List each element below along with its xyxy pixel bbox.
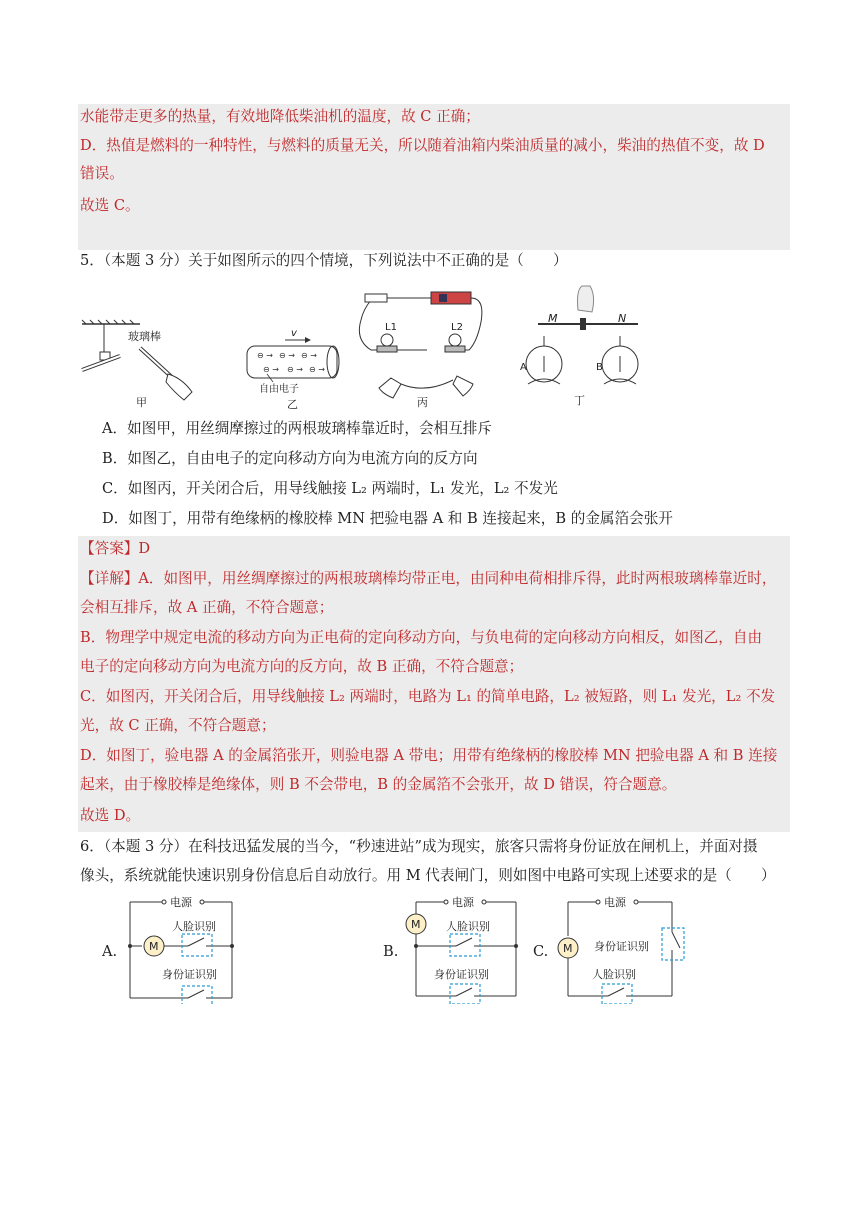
question-6-stem: 像头，系统就能快速识别身份信息后自动放行。用 M 代表闸门，则如图中电路可实现上述要求的是（ ） (80, 867, 776, 884)
answer-value: D (138, 540, 151, 557)
svg-text:身份证识别: 身份证识别 (434, 968, 489, 981)
detail-line: C．如图丙，开关闭合后，用导线触接 L₂ 两端时，电路为 L₁ 的简单电路，L₂ 被短路，则 L₁ 发光，L₂ 不发 (80, 688, 776, 705)
figure-bing (347, 286, 497, 410)
svg-text:M: M (149, 940, 159, 953)
svg-text:⊖ →: ⊖ → (257, 351, 273, 360)
option-B: B．如图乙，自由电子的定向移动方向为电流方向的反方向 (102, 450, 478, 467)
detail-line: 会相互排斥，故 A 正确，不符合题意； (80, 599, 334, 616)
svg-text:人脸识别: 人脸识别 (446, 920, 490, 933)
circuit-A (126, 892, 238, 1004)
label-M: M (548, 312, 558, 325)
svg-text:电源: 电源 (170, 896, 192, 909)
label-A: A (520, 362, 527, 373)
svg-text:身份证识别: 身份证识别 (162, 968, 217, 981)
detail-tag: 【详解】 (80, 570, 139, 587)
label-B: B (596, 362, 603, 373)
question-6-stem: 6．（本题 3 分）在科技迅猛发展的当今，“秒速进站”成为现实，旅客只需将身份证放在闸机上，并面对摄 (80, 838, 758, 855)
svg-text:⊖ →: ⊖ → (287, 365, 303, 374)
svg-text:电源: 电源 (452, 896, 474, 909)
detail-line: B．物理学中规定电流的移动方向为正电荷的定向移动方向，与负电荷的定向移动方向相反，如图乙，自由 (80, 629, 763, 646)
detail-line: 故选 D。 (80, 807, 141, 824)
svg-text:⊖ →: ⊖ → (309, 365, 325, 374)
svg-text:⊖ →: ⊖ → (301, 351, 317, 360)
svg-text:电源: 电源 (604, 896, 626, 909)
circuit-B (404, 892, 520, 1004)
label-glass-rod: 玻璃棒 (128, 330, 161, 343)
detail-line: 【详解】A．如图甲，用丝绸摩擦过的两根玻璃棒均带正电，由同种电荷相排斥得，此时两根玻璃棒靠近时， (80, 570, 777, 587)
label-free-electron: 自由电子 (259, 384, 299, 395)
svg-text:身份证识别: 身份证识别 (594, 940, 649, 953)
label-bing: 丙 (417, 396, 428, 409)
detail-line: 光，故 C 正确，不符合题意； (80, 717, 276, 734)
label-jia: 甲 (136, 396, 147, 408)
circuit-option-A: A. (102, 943, 118, 960)
svg-text:M: M (563, 942, 573, 955)
label-ding: 丁 (574, 394, 585, 407)
answer-line (80, 539, 150, 559)
answer-tag: 【答案】 (80, 540, 139, 557)
figure-jia (80, 318, 195, 408)
figure-ding (518, 280, 648, 410)
answer-line: 错误。 (80, 165, 124, 182)
option-A: A．如图甲，用丝绸摩擦过的两根玻璃棒靠近时，会相互排斥 (102, 420, 492, 437)
question-5-stem: 5．（本题 3 分）关于如图所示的四个情境，下列说法中不正确的是（ ） (80, 252, 568, 269)
detail-line: 起来，由于橡胶棒是绝缘体，则 B 不会带电，B 的金属箔不会张开，故 D 错误，符合题意。 (80, 776, 677, 793)
label-L1: L1 (385, 322, 397, 333)
svg-text:⊖ →: ⊖ → (279, 351, 295, 360)
answer-line: D．热值是燃料的一种特性，与燃料的质量无关，所以随着油箱内柴油质量的减小，柴油的热值不变，故 D (80, 137, 765, 154)
label-N: N (618, 312, 627, 325)
svg-text:v: v (291, 328, 297, 339)
circuit-option-C: C. (533, 943, 549, 960)
circuit-C (556, 892, 688, 1004)
svg-text:M: M (411, 918, 421, 931)
option-D: D．如图丁，用带有绝缘柄的橡胶棒 MN 把验电器 A 和 B 连接起来，B 的金属箔会张开 (102, 510, 673, 527)
label-L2: L2 (451, 322, 463, 333)
answer-line: 故选 C。 (80, 197, 140, 214)
option-C: C．如图丙，开关闭合后，用导线触接 L₂ 两端时，L₁ 发光，L₂ 不发光 (102, 480, 558, 497)
figure-yi (243, 326, 343, 412)
svg-text:人脸识别: 人脸识别 (172, 920, 216, 933)
circuit-option-B: B. (383, 943, 399, 960)
svg-text:⊖ →: ⊖ → (263, 365, 279, 374)
detail-line: D．如图丁，验电器 A 的金属箔张开，则验电器 A 带电；用带有绝缘柄的橡胶棒 MN 把验电器 A 和 B 连接 (80, 747, 778, 764)
answer-line: 水能带走更多的热量，有效地降低柴油机的温度，故 C 正确； (80, 108, 480, 125)
svg-text:人脸识别: 人脸识别 (592, 968, 636, 981)
detail-line: 电子的定向移动方向为电流方向的反方向，故 B 正确，不符合题意； (80, 658, 524, 675)
label-yi: 乙 (287, 398, 298, 411)
